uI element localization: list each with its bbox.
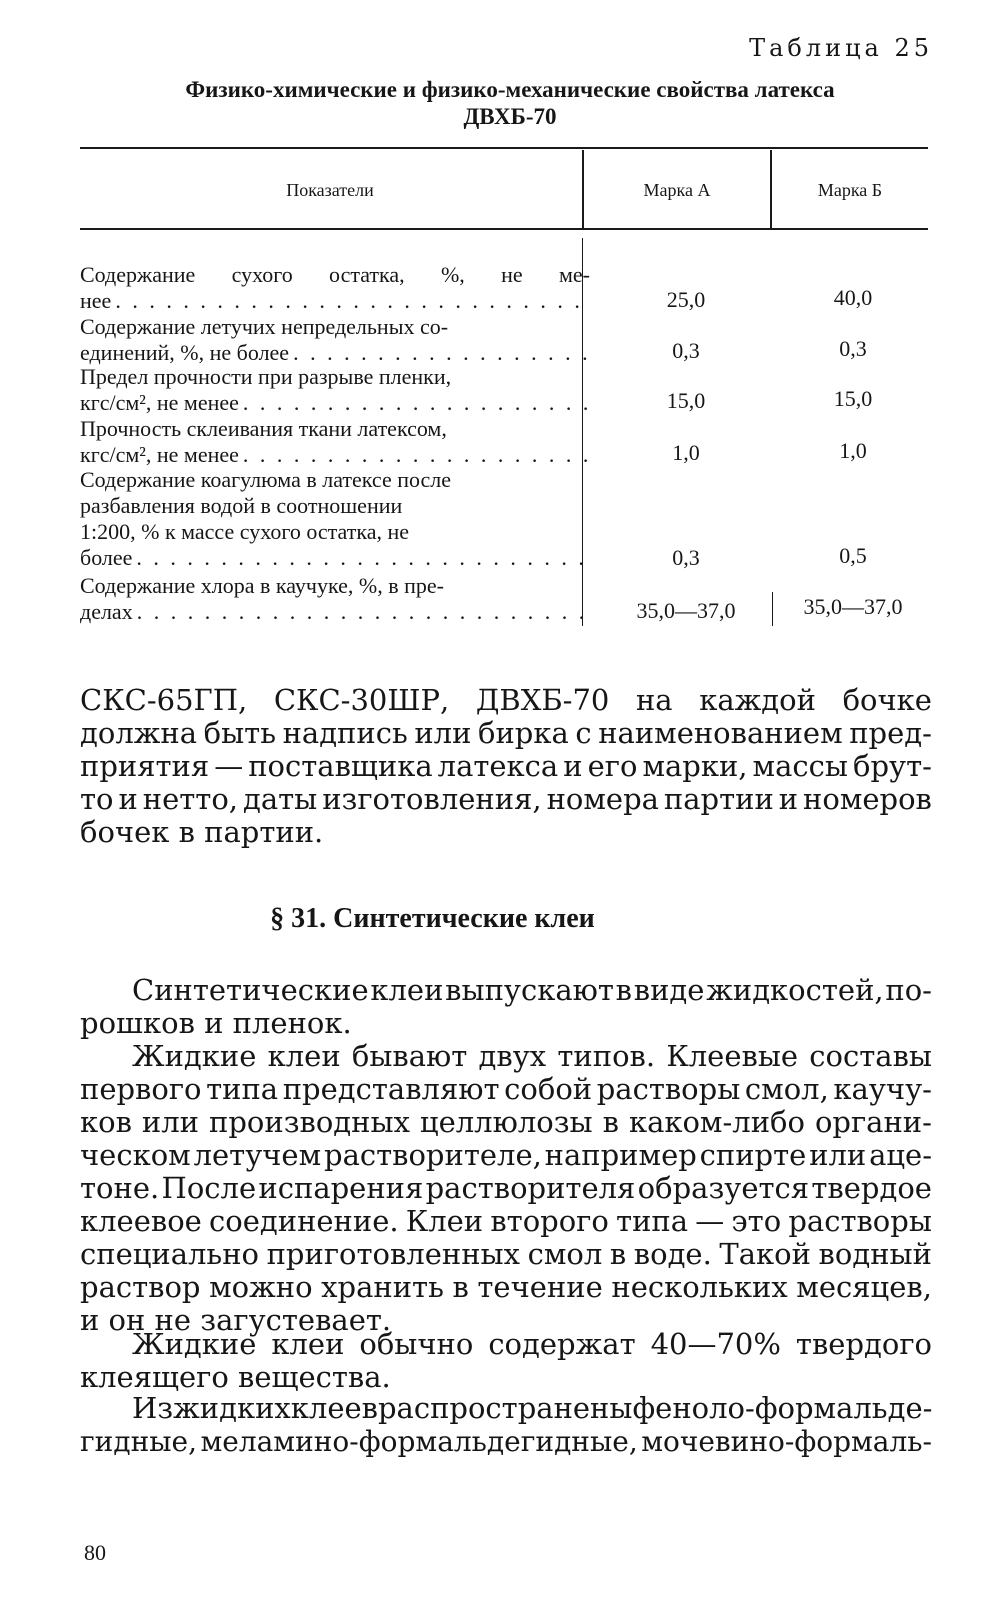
word: марки, [642, 749, 748, 783]
word: в [609, 1237, 627, 1271]
row-line: нее [80, 288, 112, 313]
word: и [778, 782, 799, 816]
word: нетто, [142, 782, 239, 816]
word: ков [80, 1105, 132, 1139]
table-header-rule [80, 228, 928, 230]
word: приятия [80, 749, 210, 783]
dot-leader [115, 288, 590, 314]
section-heading [0, 903, 995, 935]
word: типа [206, 1072, 279, 1106]
word: виде [633, 973, 705, 1007]
value-grade-b: 0,3 [839, 336, 867, 361]
word: представляют [282, 1072, 500, 1106]
paragraph [80, 1040, 932, 1337]
text-line [80, 1271, 932, 1304]
word: Жидкие [132, 1039, 257, 1073]
word: двух [478, 1039, 547, 1073]
word: обычно [359, 1327, 474, 1361]
word: — [695, 1204, 725, 1238]
row-line: Прочность склеивания ткани латексом, [80, 416, 447, 441]
text-line [80, 1425, 932, 1458]
word: тоне. [80, 1171, 160, 1205]
value-grade-a: 25,0 [666, 287, 706, 312]
table-title-line: ДВХБ-70 [463, 104, 557, 129]
word: испарения [258, 1171, 424, 1205]
word: Жидкие [132, 1327, 257, 1361]
word: Содержание [80, 262, 196, 287]
word: спирте [699, 1138, 807, 1172]
table-title [80, 76, 940, 130]
word: номеров [803, 782, 932, 816]
word: собой [504, 1072, 593, 1106]
value-grade-a: 35,0—37,0 [636, 598, 736, 623]
page-number: 80 [84, 1540, 106, 1565]
word: изготовления, [322, 782, 542, 816]
header-grade-b: Марка Б [817, 180, 883, 200]
word: остатка, [329, 262, 405, 287]
word: наименованием [598, 716, 843, 750]
table-row-label [80, 314, 590, 366]
word: партии [663, 782, 774, 816]
text-line [80, 750, 932, 783]
word: смол, [744, 1072, 829, 1106]
text-line [80, 1392, 932, 1425]
paragraph [80, 974, 932, 1040]
word: выпускают [445, 973, 614, 1007]
word: или [141, 1105, 200, 1139]
word: то [80, 782, 114, 816]
text-segment: и он не загустевает. [80, 1303, 392, 1337]
word: быть [203, 716, 276, 750]
row-line: единений, %, не более [80, 340, 290, 365]
row-line: кгс/см², не менее [80, 442, 239, 467]
text-line [80, 717, 932, 750]
word: или [809, 1138, 867, 1172]
word: это [731, 1204, 782, 1238]
value-grade-a: 1,0 [672, 440, 700, 465]
word: в [452, 1270, 469, 1304]
row-line: Содержание коагулюма в латексе после [80, 467, 452, 492]
text-line [80, 1040, 932, 1073]
row-line: Предел прочности при разрыве пленки, [80, 364, 452, 389]
text-line [80, 816, 932, 849]
row-line: 1:200, % к массе сухого остатка, не [80, 519, 410, 544]
word: Из [132, 1391, 174, 1425]
table-column-divider [772, 592, 773, 626]
header-grade-a: Марка А [643, 180, 711, 200]
word: месяцев, [796, 1270, 932, 1304]
word: нескольких [611, 1270, 788, 1304]
word: меламино-формальдегидные, [200, 1425, 638, 1458]
value-grade-b: 40,0 [833, 285, 873, 310]
word: — [214, 749, 244, 783]
word: и [118, 782, 138, 816]
word: клеевое [80, 1204, 202, 1238]
word: сухого [231, 262, 293, 287]
word: в [602, 1105, 619, 1139]
dot-leader [243, 390, 590, 416]
word: течение [477, 1270, 603, 1304]
paragraph [80, 1392, 932, 1458]
word: каждой [699, 683, 816, 717]
text-line [80, 1172, 932, 1205]
word: пред- [849, 716, 932, 750]
word: соединение. [209, 1204, 399, 1238]
word: растворы [788, 1204, 932, 1238]
word: жидких [173, 1391, 291, 1425]
row-line: разбавления водой в соотношении [80, 493, 403, 518]
word: и [563, 749, 583, 783]
word: номера [546, 782, 659, 816]
word: хранить [321, 1270, 444, 1304]
word: ДВХБ-70 [475, 683, 610, 717]
word: брут- [852, 749, 932, 783]
word: органи- [814, 1105, 932, 1139]
value-grade-a: 0,3 [672, 545, 700, 570]
word: латекса [437, 749, 559, 783]
word: его [587, 749, 638, 783]
header-indicator: Показатели [286, 180, 374, 200]
text-line [80, 1205, 932, 1238]
word: мочевино-формаль- [641, 1425, 932, 1458]
word: летучем [193, 1138, 322, 1172]
value-grade-b: 0,5 [839, 543, 867, 568]
row-line: более [80, 545, 133, 570]
word: надпись [282, 716, 408, 750]
word: ческом [80, 1138, 191, 1172]
word: растворителя [425, 1171, 636, 1205]
word: растворы [596, 1072, 741, 1106]
word: СКС-65ГП, [80, 683, 248, 717]
text-line [80, 1139, 932, 1172]
row-line [80, 262, 590, 288]
word: не [501, 262, 523, 287]
section-heading-text: § 31. Синтетические клеи [270, 903, 595, 934]
word: в [615, 973, 632, 1007]
word: по- [885, 973, 932, 1007]
word: Клеи [405, 1204, 484, 1238]
word: образуется [637, 1171, 810, 1205]
word: содержат [488, 1327, 636, 1361]
word: целлюлозы [419, 1105, 593, 1139]
word: массы [752, 749, 848, 783]
word: приготовленных [266, 1237, 520, 1271]
word: Такой [719, 1237, 811, 1271]
word: Клеевые [666, 1039, 799, 1073]
word: клеи [267, 1039, 341, 1073]
word: типов. [557, 1039, 656, 1073]
word: каучу- [833, 1072, 932, 1106]
word: производных [209, 1105, 410, 1139]
text-line [80, 1361, 932, 1394]
word: бирка [478, 716, 569, 750]
word: на [635, 683, 673, 717]
word: специально [80, 1237, 259, 1271]
word: второго [490, 1204, 609, 1238]
word: типа [616, 1204, 689, 1238]
text-line [80, 1106, 932, 1139]
row-line: Содержание хлора в каучуке, %, в пре- [80, 573, 444, 598]
value-grade-a: 0,3 [672, 338, 700, 363]
text-segment: рошков и пленок. [80, 1006, 352, 1040]
word: смол [527, 1237, 603, 1271]
word: ме- [558, 262, 590, 287]
word: растворителе, [324, 1138, 542, 1172]
word: должна [80, 716, 198, 750]
word: воде. [633, 1237, 712, 1271]
word: гидные, [80, 1425, 197, 1458]
word: %, [440, 262, 465, 287]
word: бывают [351, 1039, 468, 1073]
word: даты [242, 782, 318, 816]
word: например [544, 1138, 697, 1172]
dot-leader [293, 340, 590, 366]
word: аце- [869, 1138, 932, 1172]
text-line [80, 1073, 932, 1106]
table-row-label [80, 364, 590, 416]
text-line [80, 684, 932, 717]
text-line [80, 974, 932, 1007]
word: или [414, 716, 472, 750]
word: каком-либо [628, 1105, 805, 1139]
word: первого [80, 1072, 202, 1106]
table-row-label [80, 416, 590, 468]
table-top-rule [80, 147, 928, 149]
dot-leader [137, 599, 590, 625]
word: твердого [795, 1327, 932, 1361]
word: распространены [377, 1391, 633, 1425]
row-line: кгс/см², не менее [80, 390, 239, 415]
dot-leader [136, 545, 590, 571]
word: После [161, 1171, 257, 1205]
word: твердое [811, 1171, 932, 1205]
word: раствор [80, 1270, 201, 1304]
word: клеи [370, 973, 444, 1007]
text-line [80, 1007, 932, 1040]
table-row-label [80, 467, 590, 571]
paragraph [80, 684, 932, 849]
word: бочке [842, 683, 932, 717]
word: 40—70% [650, 1327, 781, 1361]
value-grade-b: 15,0 [833, 386, 873, 411]
word: жидкостей, [706, 973, 884, 1007]
word: поставщика [248, 749, 433, 783]
word: СКС-30ШР, [273, 683, 450, 717]
row-line: делах [80, 599, 133, 624]
word: водный [818, 1237, 932, 1271]
value-grade-a: 15,0 [666, 388, 706, 413]
text-line [80, 783, 932, 816]
table-number: Таблица 25 [749, 34, 933, 62]
word: феноло-формальде- [632, 1391, 933, 1425]
text-line [80, 1238, 932, 1271]
dot-leader [243, 442, 590, 468]
text-line [80, 1328, 932, 1361]
word: клеев [290, 1391, 378, 1425]
text-segment: клеящего вещества. [80, 1360, 391, 1394]
word: Синтетические [132, 973, 369, 1007]
word: клеи [271, 1327, 345, 1361]
word: составы [809, 1039, 932, 1073]
text-segment: бочек в партии. [80, 815, 324, 849]
word: с [575, 716, 592, 750]
table-row-label [80, 262, 590, 314]
paragraph [80, 1328, 932, 1394]
word: можно [209, 1270, 313, 1304]
table-row-label [80, 573, 590, 625]
row-line: Содержание летучих непредельных со- [80, 314, 449, 339]
value-grade-b: 1,0 [839, 438, 867, 463]
value-grade-b: 35,0—37,0 [803, 594, 903, 619]
table-title-line: Физико-химические и физико-механические свойства латекса [185, 77, 835, 102]
